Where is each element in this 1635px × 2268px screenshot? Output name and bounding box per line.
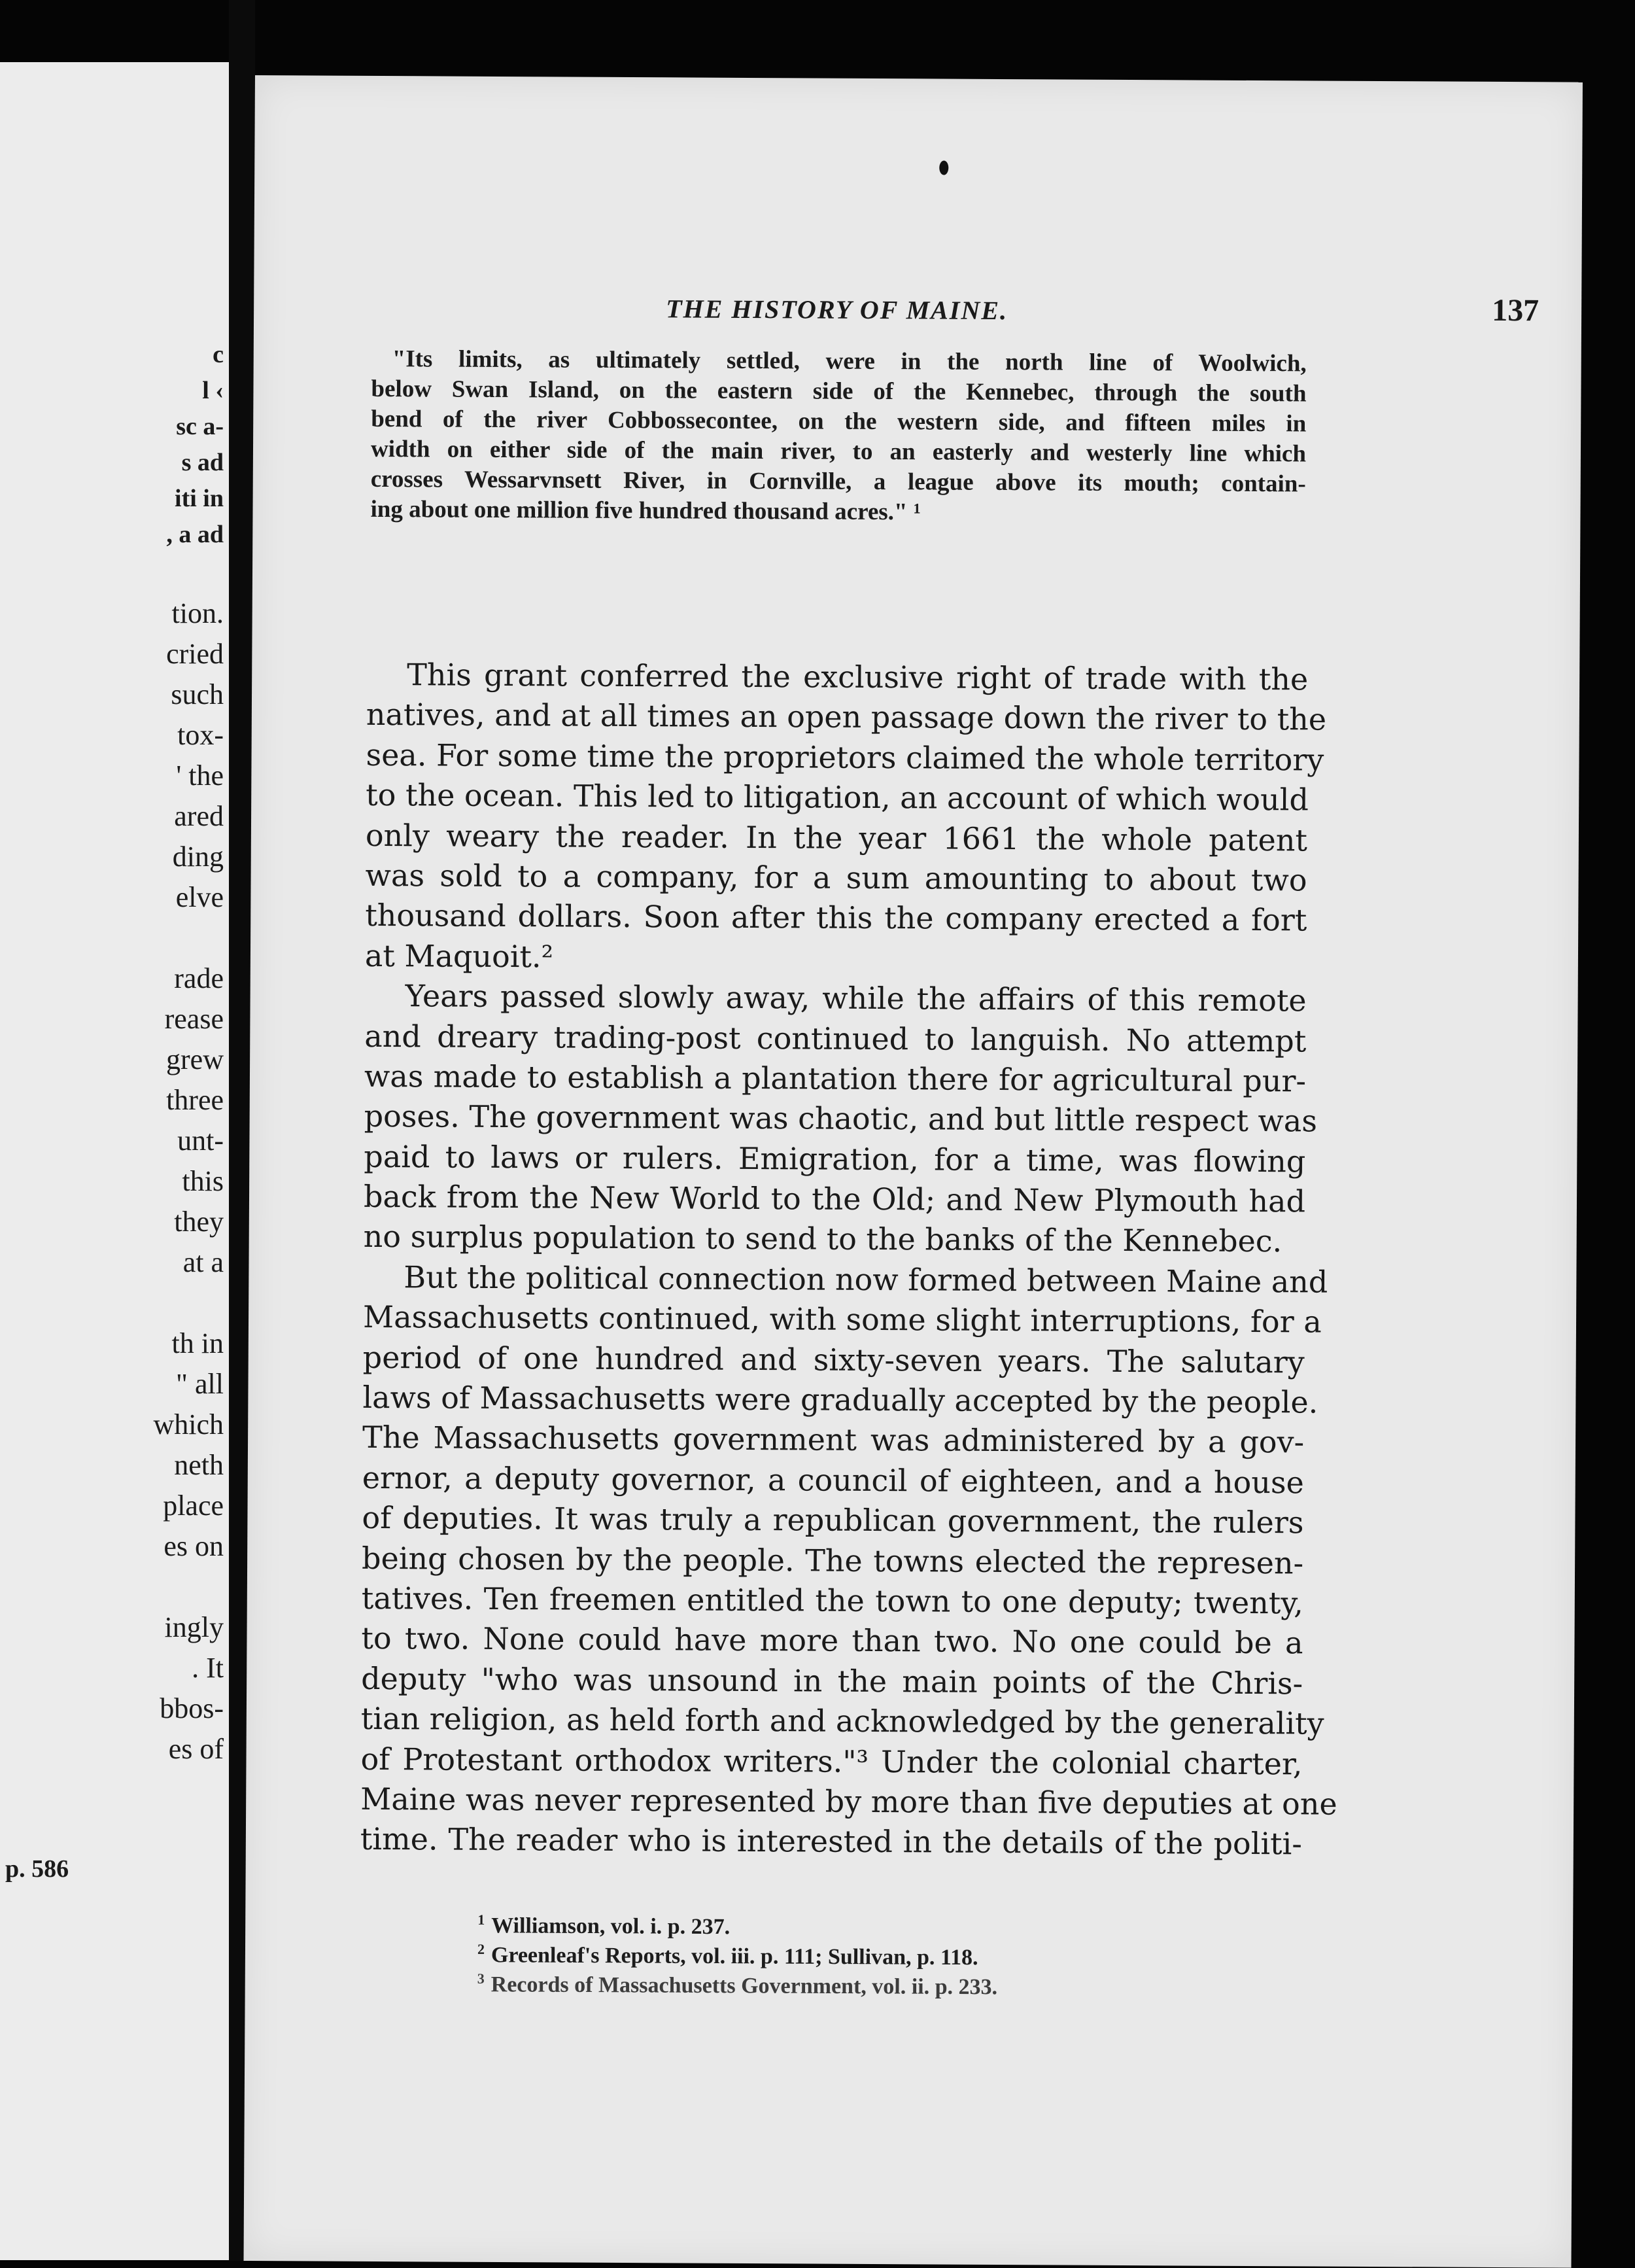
- fragment-line: place: [163, 1490, 224, 1522]
- fragment-line: s ad: [181, 449, 224, 476]
- fragment-line: tox-: [177, 719, 224, 751]
- fragment-line: rade: [174, 962, 224, 994]
- text-line: deputy "who was unsound in the main points of the Chris-: [361, 1660, 1303, 1701]
- facing-page-footnote-fragment: p. 586: [5, 1855, 69, 1883]
- text-line: This grant conferred the exclusive right of trade with the: [407, 657, 1309, 697]
- fragment-line: es on: [164, 1530, 224, 1562]
- fragment-line: elve: [175, 881, 224, 913]
- fragment-line: . It: [192, 1652, 224, 1684]
- block-quote: [370, 344, 1306, 529]
- paragraph: [364, 655, 1327, 981]
- text-line: tian religion, as held forth and acknowledged by the generality: [360, 1701, 1324, 1741]
- text-line: Maine was never represented by more than five deputies at one: [360, 1781, 1337, 1822]
- fragment-line: three: [166, 1084, 224, 1116]
- facing-page-text-fragments: [1, 337, 224, 1770]
- page-number: 137: [1492, 292, 1540, 328]
- text-line: no surplus population to send to the banks of the Kennebec.: [363, 1219, 1282, 1259]
- text-line: to the ocean. This led to litigation, an account of which would: [366, 777, 1309, 818]
- footnote-mark: 1: [477, 1911, 485, 1928]
- fragment-line: tion.: [171, 597, 224, 629]
- text-line: of deputies. It was truly a republican government, the rulers: [362, 1500, 1304, 1541]
- book-page: [244, 75, 1583, 2268]
- text-line: ernor, a deputy governor, a council of eighteen, and a house: [362, 1459, 1304, 1501]
- text-line: paid to laws or rulers. Emigration, for a time, was flowing: [364, 1138, 1306, 1179]
- paragraph: [360, 1257, 1337, 1864]
- footnote-mark: 2: [477, 1940, 485, 1957]
- fragment-line: ding: [172, 841, 224, 873]
- fragment-line: th in: [171, 1327, 224, 1359]
- text-line: back from the New World to the Old; and New Plymouth had: [363, 1178, 1306, 1219]
- fragment-line: neth: [174, 1449, 224, 1481]
- text-line: being chosen by the people. The towns elected the represen-: [361, 1540, 1304, 1581]
- footnote: [477, 1905, 998, 1940]
- text-line: Years passed slowly away, while the affairs of this remote: [405, 978, 1307, 1019]
- footnote-text: Records of Massachusetts Government, vol. ii. p. 233.: [490, 1972, 998, 2000]
- quote-line: ing about one million five hundred thousand acres." ¹: [370, 495, 921, 526]
- body-text: [360, 655, 1337, 1864]
- text-line: was made to establish a plantation there for agricultural pur-: [364, 1058, 1307, 1099]
- fragment-line: ingly: [164, 1611, 224, 1643]
- footnote: [477, 1934, 998, 1970]
- quote-line: "Its limits, as ultimately settled, were in the north line of Woolwich,: [392, 345, 1307, 377]
- text-line: sea. For some time the proprietors claimed the whole territory: [366, 737, 1324, 778]
- ink-dot: [939, 160, 948, 175]
- fragment-line: " all: [176, 1368, 224, 1400]
- text-line: and dreary trading-post continued to languish. No attempt: [364, 1018, 1307, 1058]
- text-line: time. The reader who is interested in the details of the politi-: [360, 1821, 1303, 1862]
- fragment-line: cried: [166, 638, 224, 670]
- text-line: of Protestant orthodox writers."³ Under the colonial charter,: [360, 1741, 1303, 1781]
- fragment-line: which: [153, 1408, 224, 1440]
- text-line: only weary the reader. In the year 1661 the whole patent: [365, 817, 1308, 858]
- fragment-line: es of: [168, 1733, 224, 1765]
- fragment-line: l ‹: [202, 377, 224, 404]
- quote-line: width on either side of the main river, to an easterly and westerly line which: [370, 435, 1307, 468]
- fragment-line: grew: [166, 1043, 224, 1075]
- quote-line: below Swan Island, on the eastern side of the Kennebec, through the south: [371, 375, 1307, 408]
- fragment-line: they: [174, 1206, 224, 1238]
- quote-line: bend of the river Cobbossecontee, on the western side, and fifteen miles in: [371, 405, 1307, 438]
- text-line: natives, and at all times an open passage down the river to the: [366, 697, 1327, 737]
- text-line: But the political connection now formed between Maine and: [404, 1259, 1328, 1300]
- text-line: Massachusetts continued, with some slight interruptions, for a: [362, 1299, 1322, 1340]
- fragment-line: ' the: [176, 759, 224, 792]
- text-line: period of one hundred and sixty-seven years. The salutary: [362, 1339, 1305, 1380]
- fragment-line: , a ad: [166, 521, 224, 548]
- text-line: thousand dollars. Soon after this the company erected a fort: [365, 898, 1307, 938]
- fragment-line: this: [182, 1165, 224, 1197]
- fragment-line: iti in: [175, 485, 224, 512]
- text-line: tatives. Ten freemen entitled the town to one deputy; twenty,: [361, 1580, 1303, 1621]
- running-head: THE HISTORY OF MAINE.: [666, 294, 1008, 326]
- text-line: at Maquoit.²: [364, 937, 554, 975]
- fragment-line: ared: [174, 800, 224, 832]
- fragment-line: at a: [182, 1246, 224, 1278]
- fragment-line: bbos-: [160, 1692, 224, 1724]
- text-line: poses. The government was chaotic, and but little respect was: [364, 1098, 1318, 1139]
- footnote-mark: 3: [477, 1970, 485, 1987]
- text-line: The Massachusetts government was administered by a gov-: [362, 1420, 1305, 1460]
- footnotes: [477, 1905, 998, 2000]
- text-line: to two. None could have more than two. No one could be a: [361, 1620, 1303, 1661]
- footnote-text: Greenleaf's Reports, vol. iii. p. 111; Sullivan, p. 118.: [490, 1943, 978, 1970]
- fragment-line: such: [171, 678, 224, 710]
- fragment-line: rease: [164, 1003, 224, 1035]
- quote-line: crosses Wessarvnsett River, in Cornville, a league above its mouth; contain-: [370, 465, 1306, 498]
- footnote: [477, 1964, 998, 2000]
- fragment-line: sc a-: [176, 413, 224, 440]
- text-line: was sold to a company, for a sum amounting to about two: [365, 857, 1307, 898]
- text-line: laws of Massachusetts were gradually accepted by the people.: [362, 1379, 1318, 1420]
- paragraph: [363, 976, 1318, 1262]
- fragment-line: c: [213, 341, 224, 368]
- facing-page: [0, 62, 229, 2260]
- footnote-text: Williamson, vol. i. p. 237.: [491, 1913, 731, 1940]
- fragment-line: unt-: [177, 1125, 224, 1157]
